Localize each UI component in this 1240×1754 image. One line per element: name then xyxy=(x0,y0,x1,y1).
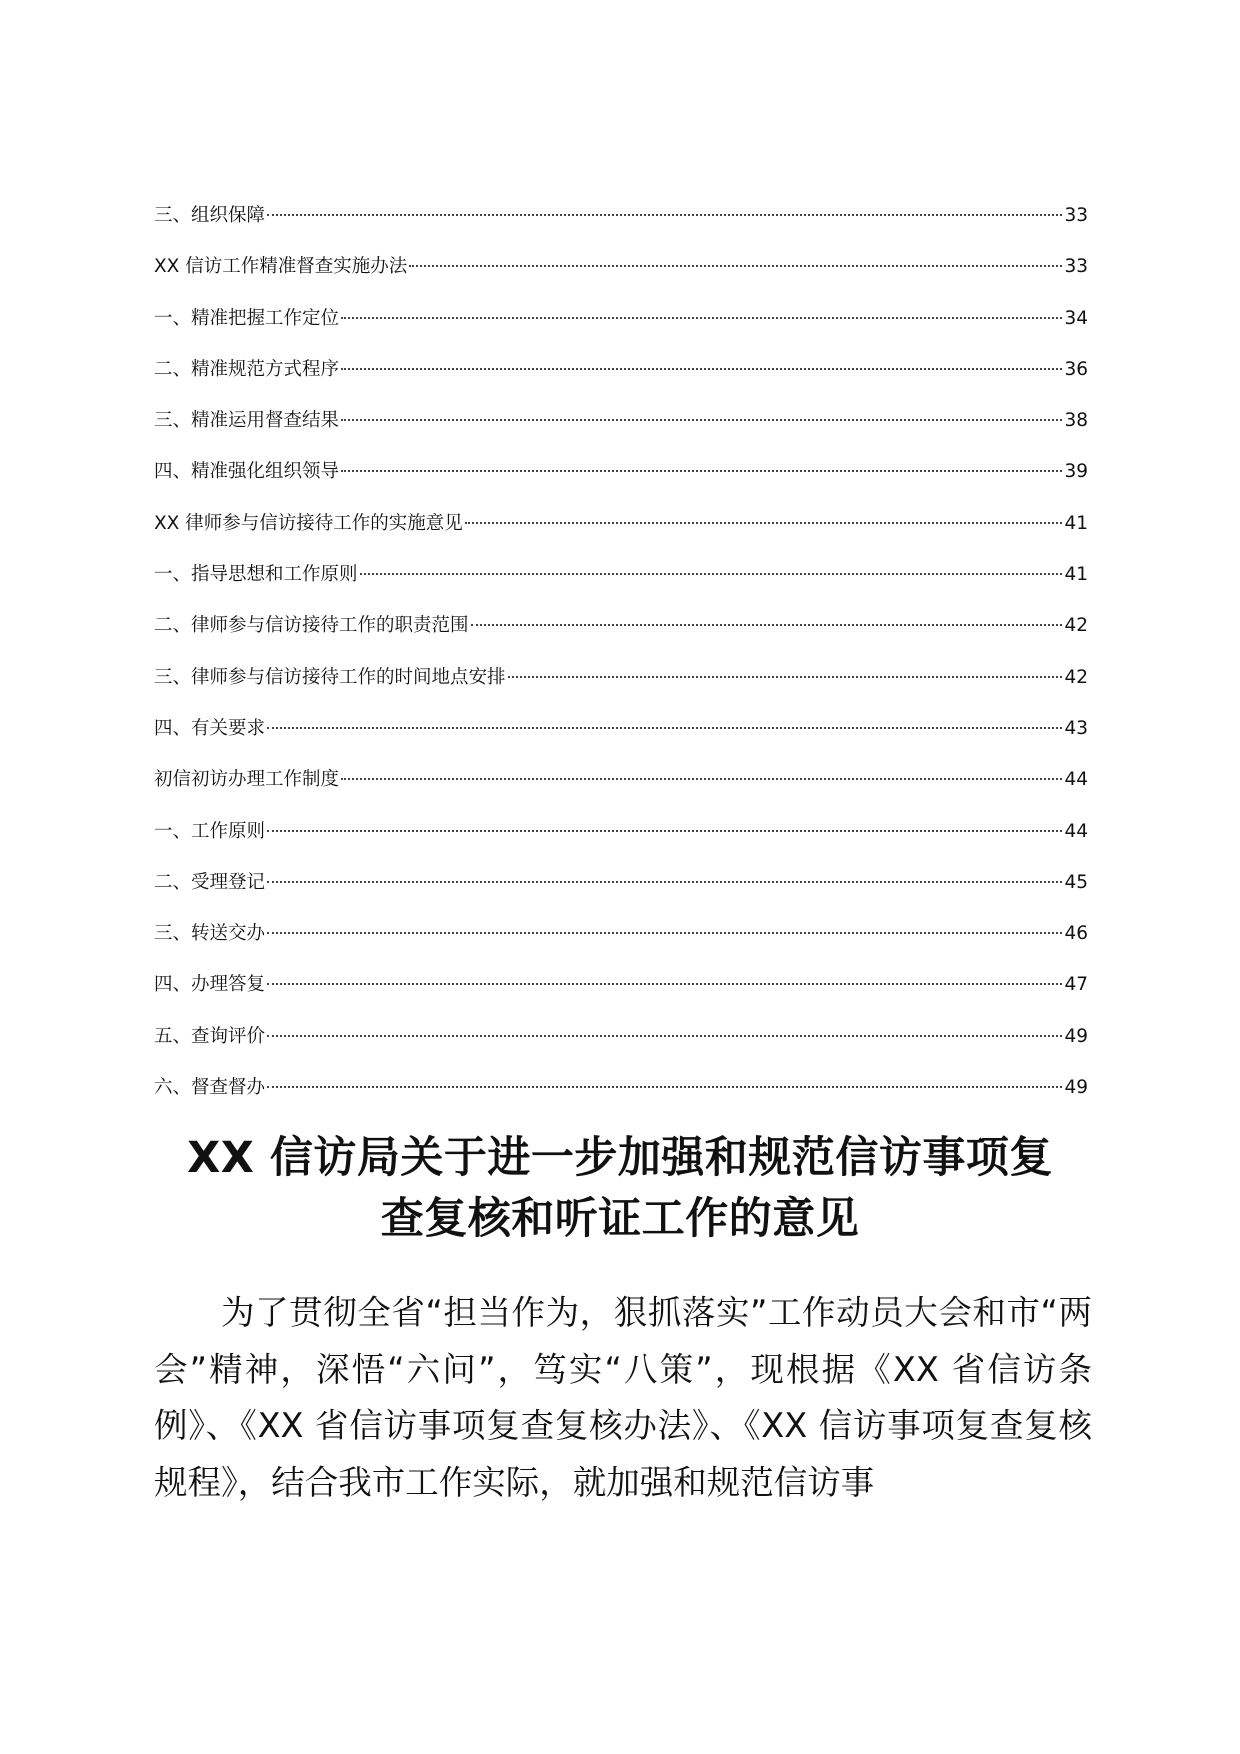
toc-entry-title: 一、工作原则 xyxy=(154,820,266,842)
toc-entry[interactable] xyxy=(154,446,1088,497)
toc-entry-page-number: 49 xyxy=(1064,1077,1088,1099)
toc-entry-title: 四、办理答复 xyxy=(154,974,266,996)
toc-entry-page-number: 41 xyxy=(1064,512,1088,534)
toc-entry[interactable] xyxy=(154,395,1088,446)
toc-leader-dots xyxy=(508,656,1063,678)
toc-entry-page-number: 47 xyxy=(1064,974,1088,996)
toc-entry-title: 六、督查督办 xyxy=(154,1077,266,1099)
toc-entry-page-number: 46 xyxy=(1064,923,1088,945)
toc-entry-page-number: 42 xyxy=(1064,666,1088,688)
toc-leader-dots xyxy=(341,348,1062,370)
toc-leader-dots xyxy=(341,758,1062,780)
toc-leader-dots xyxy=(267,912,1062,934)
toc-entry[interactable] xyxy=(154,190,1088,241)
toc-leader-dots xyxy=(267,963,1062,985)
toc-leader-dots xyxy=(471,604,1063,626)
toc-entry[interactable] xyxy=(154,241,1088,292)
toc-entry-page-number: 34 xyxy=(1064,307,1088,329)
toc-entry-title: 二、精准规范方式程序 xyxy=(154,358,340,380)
toc-entry[interactable] xyxy=(154,754,1088,805)
toc-entry[interactable] xyxy=(154,549,1088,600)
toc-entry-title: 五、查询评价 xyxy=(154,1025,266,1047)
toc-leader-dots xyxy=(341,297,1062,319)
toc-leader-dots xyxy=(341,399,1062,421)
toc-entry-title: 三、组织保障 xyxy=(154,205,266,226)
toc-entry[interactable] xyxy=(154,344,1088,395)
toc-entry-page-number: 36 xyxy=(1064,358,1088,380)
toc-entry-title: 一、指导思想和工作原则 xyxy=(154,564,358,586)
table-of-contents xyxy=(154,190,1088,1113)
toc-leader-dots xyxy=(465,502,1063,524)
toc-entry[interactable] xyxy=(154,498,1088,549)
toc-leader-dots xyxy=(267,861,1062,883)
toc-entry[interactable] xyxy=(154,703,1088,754)
toc-entry-title: 二、律师参与信访接待工作的职责范围 xyxy=(154,615,469,637)
toc-leader-dots xyxy=(341,450,1062,472)
toc-leader-dots xyxy=(267,707,1062,729)
toc-entry-page-number: 44 xyxy=(1064,820,1088,842)
toc-leader-dots xyxy=(267,1066,1062,1088)
toc-entry[interactable] xyxy=(154,959,1088,1010)
body-paragraph: 为了贯彻全省“担当作为，狠抓落实”工作动员大会和市“两会”精神，深悟“六问”，笃实“八策”，现根据《XX 省信访条例》、《XX 省信访事项复查复核办法》、《XX 信访事项复查复核规程》，结合我市工作实际，就加强和规范信访事 xyxy=(154,1293,1092,1502)
toc-entry-page-number: 43 xyxy=(1064,717,1088,739)
document-title xyxy=(140,1128,1100,1250)
toc-entry[interactable] xyxy=(154,908,1088,959)
document-title-line-2: 查复核和听证工作的意见 xyxy=(380,1194,860,1244)
toc-entry-title: 三、律师参与信访接待工作的时间地点安排 xyxy=(154,666,506,688)
toc-entry-title: 初信初访办理工作制度 xyxy=(154,769,340,791)
toc-entry[interactable] xyxy=(154,1011,1088,1062)
toc-entry-title: 四、精准强化组织领导 xyxy=(154,461,340,483)
toc-entry-title: XX 律师参与信访接待工作的实施意见 xyxy=(154,512,463,534)
toc-entry-page-number: 38 xyxy=(1064,410,1088,432)
toc-entry-page-number: 41 xyxy=(1064,564,1088,586)
toc-entry-page-number: 49 xyxy=(1064,1025,1088,1047)
toc-entry-page-number: 45 xyxy=(1064,871,1088,893)
toc-leader-dots xyxy=(267,810,1062,832)
toc-entry-title: 二、受理登记 xyxy=(154,871,266,893)
toc-entry-title: 四、有关要求 xyxy=(154,717,266,739)
toc-leader-dots xyxy=(360,553,1063,575)
toc-entry[interactable] xyxy=(154,652,1088,703)
document-body xyxy=(154,1285,1092,1511)
toc-entry-page-number: 44 xyxy=(1064,769,1088,791)
toc-leader-dots xyxy=(267,1015,1062,1037)
toc-entry[interactable] xyxy=(154,1062,1088,1113)
toc-entry[interactable] xyxy=(154,600,1088,651)
toc-entry-title: 三、精准运用督查结果 xyxy=(154,410,340,432)
toc-entry[interactable] xyxy=(154,293,1088,344)
toc-entry[interactable] xyxy=(154,806,1088,857)
toc-entry-title: 一、精准把握工作定位 xyxy=(154,307,340,329)
document-title-line-1: XX 信访局关于进一步加强和规范信访事项复 xyxy=(187,1133,1053,1183)
toc-entry[interactable] xyxy=(154,857,1088,908)
toc-entry-title: 三、转送交办 xyxy=(154,923,266,945)
toc-entry-page-number: 42 xyxy=(1064,615,1088,637)
toc-leader-dots xyxy=(267,194,1062,216)
toc-entry-page-number: 33 xyxy=(1064,205,1088,226)
toc-entry-page-number: 39 xyxy=(1064,461,1088,483)
toc-entry-page-number: 33 xyxy=(1064,256,1088,278)
toc-leader-dots xyxy=(409,245,1062,267)
toc-entry-title: XX 信访工作精准督查实施办法 xyxy=(154,256,408,278)
